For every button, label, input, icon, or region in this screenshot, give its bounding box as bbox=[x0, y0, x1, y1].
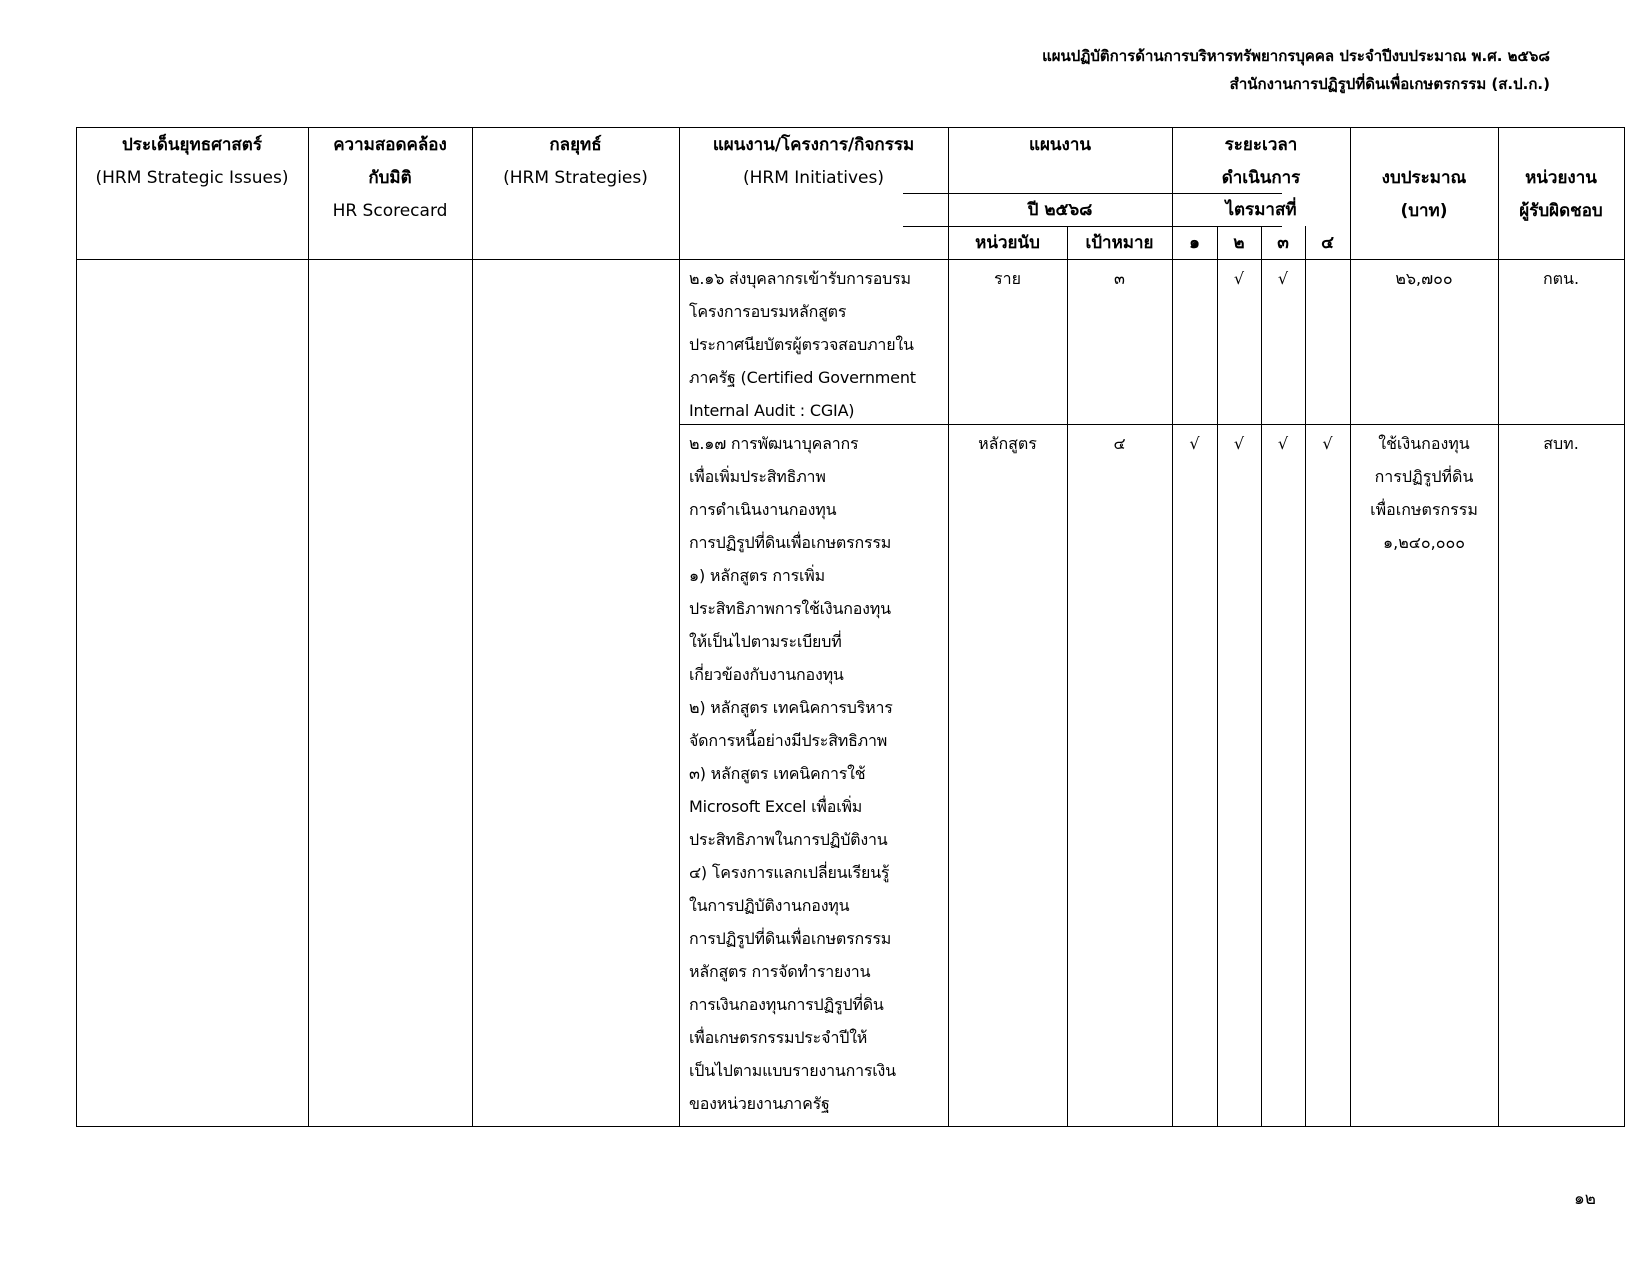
col-q4-header: ๔ bbox=[1321, 233, 1334, 253]
document-header bbox=[650, 42, 1550, 98]
row-216-owner: กตน. bbox=[1542, 269, 1580, 288]
row-216-target: ๓ bbox=[1114, 269, 1125, 288]
row-217-q2-check: √ bbox=[1233, 434, 1245, 453]
row-217-activity: ๒.๑๗ การพัฒนาบุคลากร เพื่อเพิ่มประสิทธิภาพ การดำเนินงานกองทุน การปฏิรูปที่ดินเพื่อเกษตรกรรม ๑) หลักสูตร การเพิ่ม ประสิทธิภาพการใช้เงินกองทุน ให้เป็นไปตามระเบียบที่ เกี่ยวข้องกับงานกองทุน ๒) หลักสูตร เทคนิคการบริหาร จัดการหนี้อย่างมีประสิทธิภาพ ๓) หลักสูตร เทคนิคการใช้ Microsoft Excel เพื่อเพิ่ม ประสิทธิภาพในการปฏิบัติงาน ๔) โครงการแลกเปลี่ยนเรียนรู้ ในการปฏิบัติงานกองทุน การปฏิรูปที่ดินเพื่อเกษตรกรรม หลักสูตร การจัดทำรายงาน การเงินกองทุนการปฏิรูปที่ดิน เพื่อเกษตรกรรมประจำปีให้ เป็นไปตามแบบรายงานการเงิน ของหน่วยงานภาครัฐ bbox=[689, 434, 896, 1113]
col-q1-header: ๑ bbox=[1189, 233, 1200, 253]
col-period-header: ระยะเวลา ดำเนินการ bbox=[1221, 135, 1301, 188]
row-217-q4-check: √ bbox=[1322, 434, 1333, 453]
row-217-q3-check: √ bbox=[1277, 434, 1289, 453]
col-plan-header: แผนงาน bbox=[1028, 135, 1091, 155]
row-216-q3-check: √ bbox=[1277, 269, 1289, 288]
row-217-owner: สบท. bbox=[1543, 434, 1579, 453]
col-q2-header: ๒ bbox=[1233, 233, 1245, 253]
row-217-budget: ใช้เงินกองทุน การปฏิรูปที่ดิน เพื่อเกษตรกรรม ๑,๒๔๐,๐๐๐ bbox=[1370, 434, 1478, 552]
page-number: ๑๒ bbox=[1574, 1189, 1596, 1209]
row-217-unit: หลักสูตร bbox=[978, 434, 1037, 453]
row-216-unit: ราย bbox=[994, 269, 1021, 288]
col-target-header: เป้าหมาย bbox=[1085, 233, 1154, 253]
col-strategies-header: กลยุทธ์ (HRM Strategies) bbox=[503, 135, 648, 188]
header-plan-title: แผนปฏิบัติการด้านการบริหารทรัพยากรบุคคล ประจำปีงบประมาณ พ.ศ. ๒๕๖๘ bbox=[1042, 47, 1550, 65]
hrm-plan-table bbox=[76, 127, 1625, 1127]
header-agency-name: สำนักงานการปฏิรูปที่ดินเพื่อเกษตรกรรม (ส.ป.ก.) bbox=[1229, 75, 1550, 93]
row-216-q2-check: √ bbox=[1233, 269, 1245, 288]
col-budget-header: งบประมาณ (บาท) bbox=[1381, 168, 1467, 221]
col-strategic-issues-header: ประเด็นยุทธศาสตร์ (HRM Strategic Issues) bbox=[95, 135, 289, 188]
row-216-activity: ๒.๑๖ ส่งบุคลากรเข้ารับการอบรม โครงการอบรมหลักสูตร ประกาศนียบัตรผู้ตรวจสอบภายใน ภาครัฐ (Certified Government Internal Audit : CGIA) bbox=[689, 269, 916, 420]
row-217-q1-check: √ bbox=[1189, 434, 1200, 453]
col-owner-header: หน่วยงาน ผู้รับผิดชอบ bbox=[1519, 168, 1603, 221]
col-quarter-header: ไตรมาสที่ bbox=[1225, 200, 1297, 220]
col-q3-header: ๓ bbox=[1277, 233, 1289, 253]
col-initiatives-header: แผนงาน/โครงการ/กิจกรรม (HRM Initiatives) bbox=[712, 135, 915, 188]
col-hr-scorecard-header: ความสอดคล้อง กับมิติ HR Scorecard bbox=[332, 135, 448, 221]
row-217-target: ๔ bbox=[1113, 434, 1126, 453]
row-216-budget: ๒๖,๗๐๐ bbox=[1395, 269, 1453, 288]
col-year-header: ปี ๒๕๖๘ bbox=[1027, 200, 1093, 220]
col-unit-header: หน่วยนับ bbox=[975, 233, 1040, 253]
